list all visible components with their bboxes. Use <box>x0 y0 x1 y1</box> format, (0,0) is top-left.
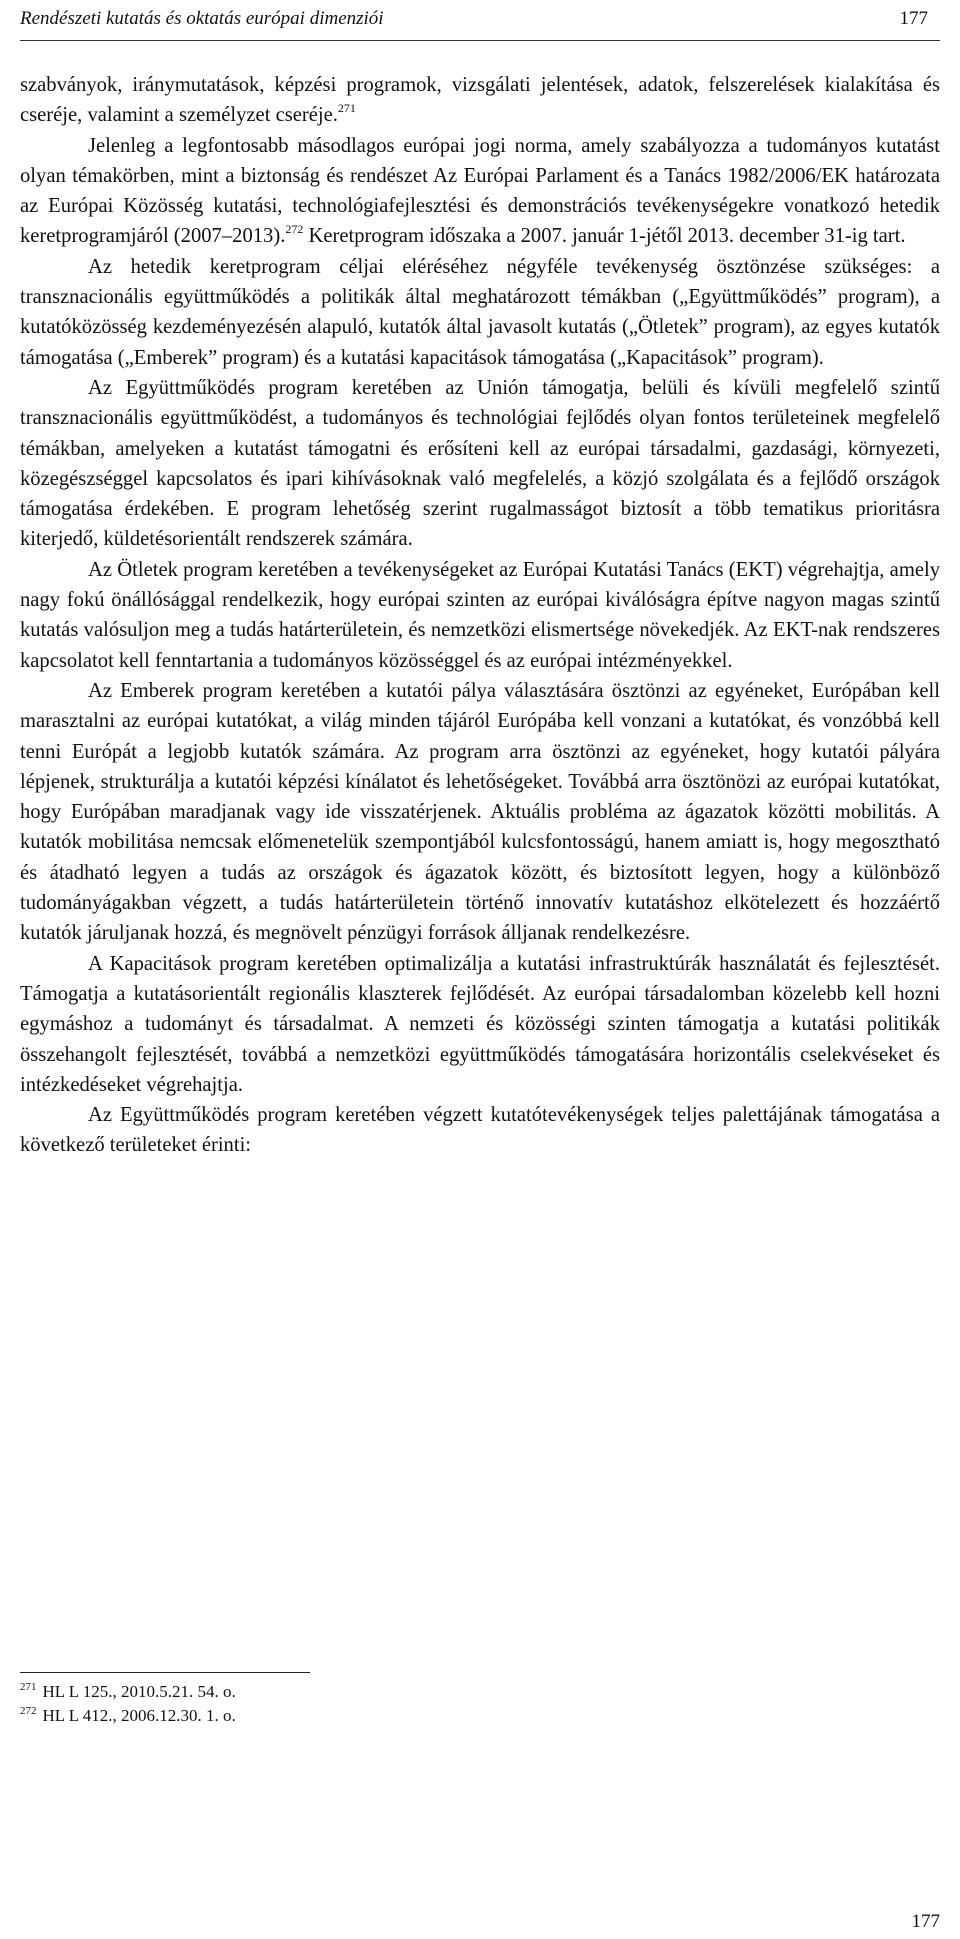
running-title: Rendészeti kutatás és oktatás európai dimenziói <box>20 8 384 29</box>
footnote-ref[interactable]: 271 <box>337 101 356 116</box>
paragraph: Az Együttműködés program keretében végzett kutatótevékenységek teljes palettájának támogatása a következő területeket érinti: <box>20 1104 940 1157</box>
page-header <box>20 0 940 41</box>
footnote-text: HL L 125., 2010.5.21. 54. o. <box>42 1682 236 1701</box>
footnote-text: HL L 412., 2006.12.30. 1. o. <box>42 1706 236 1725</box>
paragraph: Az Emberek program keretében a kutatói pálya választására ösztönzi az egyéneket, Európában kell marasztalni az európai kutatókat, a világ minden tájáról Európába kell vonzani a kutatókat, és vonzóbbá kell tenni Európát a legjobb kutatók számára. Az program arra ösztönzi az egyéneket, hogy kutatói pályára lépjenek, strukturálja a kutatói képzési kínálatot és lehetőségeket. Továbbá arra ösztönözi az európai kutatókat, hogy Európában maradjanak vagy ide visszatérjenek. Aktuális probléma az ágazatok közötti mobilitás. A kutatók mobilitása nemcsak előmenetelük szempontjából kulcsfontosságú, hanem amiatt is, hogy megosztható és átadható legyen a tudás az országok és ágazatok között, és biztosított legyen, hogy a különböző tudományágakban végzett, a tudás határterületein történő innovatív kutatáshoz elkötelezett és hozzáértő kutatók járuljanak hozzá, és megnövelt pénzügyi források álljanak rendelkezésre. <box>20 679 940 945</box>
paragraph-text: szabványok, iránymutatások, képzési programok, vizsgálati jelentések, adatok, felszerelések kialakítása és cseréje, valamint a személyzet cseréje. <box>20 74 940 127</box>
paragraph-text: Jelenleg a legfontosabb másodlagos európai jogi norma, amely szabályozza a tudományos kutatást olyan témakörben, mint a biztonság és rendészet Az Európai Parlament és a Tanács 1982/2006/EK határozata az Európai Közösség kutatási, technológiafejlesztési és demonstrációs tevékenységekre vonatkozó hetedik keretprogramjáról (2007–2013). <box>20 134 940 248</box>
footer-page-number: 177 <box>911 1911 940 1932</box>
footnote-divider <box>20 1672 310 1673</box>
paragraph <box>20 131 940 252</box>
footnote-number: 271 <box>20 1681 37 1693</box>
paragraph: Az Együttműködés program keretében az Unión támogatja, belüli és kívüli megfelelő szintű transznacionális együttműködést, a tudományos és technológiai fejlődés olyan fontos területeinek megfelelő témákban, amelyeken a kutatást támogatni és erősíteni kell az európai társadalmi, gazdasági, környezeti, közegészséggel kapcsolatos és ipari kihívásoknak való megfelelés, a közjó szolgálata és a fejlődő országok támogatása érdekében. E program lehetőség szerint rugalmasságot biztosít a több tematikus prioritásra kiterjedő, küldetésorientált rendszerek számára. <box>20 376 940 551</box>
footnote-number: 272 <box>20 1705 37 1717</box>
footnote <box>20 1704 236 1728</box>
paragraph-text: Keretprogram időszaka a 2007. január 1-jétől 2013. december 31-ig tart. <box>303 225 906 248</box>
footnote <box>20 1680 236 1704</box>
footnotes <box>20 1680 236 1728</box>
paragraph: Az hetedik keretprogram céljai eléréséhez négyféle tevékenység ösztönzése szükséges: a transznacionális együttműködés a politikák által meghatározott témákban („Együttműködés” program), a kutatóközösség kezdeményezésén alapuló, kutatók által javasolt kutatás („Ötletek” program), az egyes kutatók támogatása („Emberek” program) és a kutatási kapacitások támogatása („Kapacitások” program). <box>20 255 940 369</box>
paragraph: A Kapacitások program keretében optimalizálja a kutatási infrastruktúrák használatát és fejlesztését. Támogatja a kutatásorientált regionális klaszterek fejlődését. Az európai társadalomban közelebb kell hozni egymáshoz a tudományt és társadalmat. A nemzeti és közösségi szinten támogatja a kutatási politikák összehangolt fejlesztését, továbbá a nemzetközi együttműködés támogatására horizontális cselekvéseket és intézkedéseket végrehajtja. <box>20 952 940 1096</box>
paragraph: Az Ötletek program keretében a tevékenységeket az Európai Kutatási Tanács (EKT) végrehajtja, amely nagy fokú önállósággal rendelkezik, hogy európai szinten az európai kiválóságra építve nagyon magas szintű kutatás valósuljon meg a tudás határterületein, és nemzetközi elismertsége növekedjék. Az EKT-nak rendszeres kapcsolatot kell fenntartania a tudományos közösséggel és az európai intézményekkel. <box>20 558 940 672</box>
header-page-number: 177 <box>899 8 928 29</box>
paragraph <box>20 70 940 131</box>
main-text <box>20 70 940 1161</box>
footnote-ref[interactable]: 272 <box>285 222 304 237</box>
